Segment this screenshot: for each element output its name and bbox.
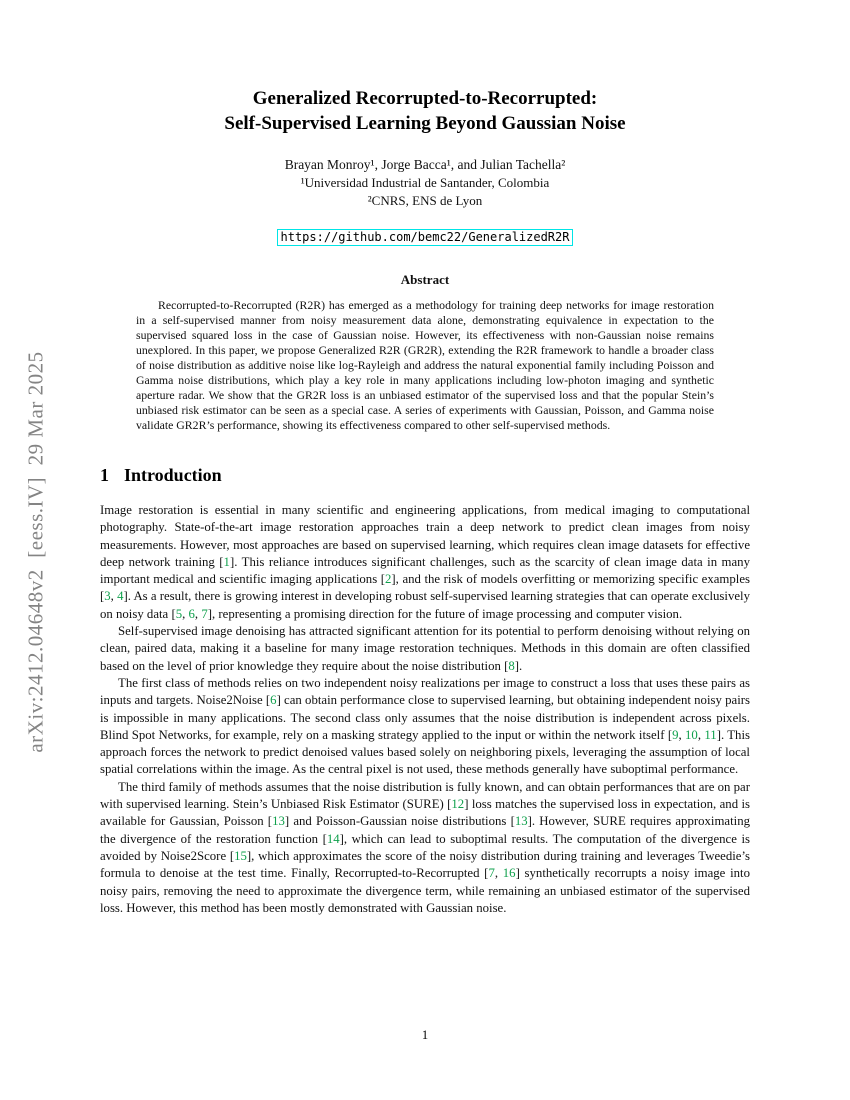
affiliation-2: ²CNRS, ENS de Lyon <box>367 193 483 208</box>
citation-ref[interactable]: 3 <box>104 589 111 604</box>
affiliation-1: ¹Universidad Industrial de Santander, Colombia <box>300 175 550 190</box>
citation-ref[interactable]: 9 <box>672 727 679 742</box>
section-number: 1 <box>100 465 109 485</box>
abstract-body: Recorrupted-to-Recorrupted (R2R) has emerged as a methodology for training deep networks for image restoration in a self-supervised manner from noisy measurement data alone, demonstrating equivalence in expectation to the supervised squared loss in the case of Gaussian noise. However, its effectiveness with non-Gaussian noise remains unexplored. In this paper, we propose Generalized R2R (GR2R), extending the R2R framework to handle a broader class of noise distribution as additive noise like log-Rayleigh and address the natural exponential family including Poisson and Gamma noise distributions, which play a key role in many applications including low-photon imaging and synthetic aperture radar. We show that the GR2R loss is an unbiased estimator of the supervised loss and that the popular Stein’s unbiased risk estimator can be seen as a special case. A series of experiments with Gaussian, Poisson, and Gamma noise validate GR2R’s performance, showing its effectiveness compared to other self-supervised methods. <box>136 298 714 432</box>
repo-link-row <box>100 228 750 246</box>
citation-ref[interactable]: 11 <box>704 727 717 742</box>
authors-line: Brayan Monroy¹, Jorge Bacca¹, and Julian Tachella² <box>284 157 566 172</box>
citation-ref[interactable]: 8 <box>508 658 515 673</box>
citation-ref[interactable]: 14 <box>326 831 340 846</box>
paper-title-line1: Generalized Recorrupted-to-Recorrupted: <box>252 88 598 109</box>
citation-ref[interactable]: 13 <box>272 814 285 829</box>
arxiv-watermark: arXiv:2412.04648v2 [eess.IV] 29 Mar 2025 <box>23 351 48 753</box>
section-heading-introduction <box>100 465 750 486</box>
intro-paragraph-4: The third family of methods assumes that the noise distribution is fully known, and can obtain performances that are on par with supervised learning. Stein’s Unbiased Risk Estimator (SURE) [12] loss matches the supervised loss in expectation, and is available for Gaussian, Poisson [13] and Poisson-Gaussian noise distributions [13]. However, SURE requires approximating the divergence of the restoration function [14], which can lead to suboptimal results. The computation of the divergence is avoided by Noise2Score [15], which approximates the score of the noisy distribution during training and leverages Tweedie’s formula to denoise at the test time. Finally, Recorrupted-to-Recorrupted [7, 16] synthetically recorrupts a noisy image into noisy pairs, removing the need to approximate the divergence term, while remaining an unbiased estimator of the supervised loss. However, this method has been mostly demonstrated with Gaussian noise. <box>100 779 751 915</box>
intro-paragraph-1: Image restoration is essential in many scientific and engineering applications, from medical imaging to computational photography. State-of-the-art image restoration approaches train a deep network to predict clean images from noisy measurements. However, most approaches are based on supervised learning, which requires clean image datasets for effective deep network training [1]. This reliance introduces significant challenges, such as the scarcity of clean image data in many important medical and scientific imaging applications [2], and the risk of models overfitting or memorizing specific examples [3, 4]. As a result, there is growing interest in developing robust self-supervised learning strategies that can operate exclusively on noisy data [5, 6, 7], representing a promising direction for the future of image processing and computer vision. <box>100 503 750 621</box>
citation-ref[interactable]: 1 <box>223 554 230 569</box>
citation-ref[interactable]: 7 <box>201 606 208 621</box>
citation-ref[interactable]: 7 <box>488 866 495 881</box>
intro-paragraph-2: Self-supervised image denoising has attracted significant attention for its potential to perform denoising without relying on clean, paired data, making it a baseline for many image restoration techniques. Methods in this domain are often classified based on the level of prior knowledge they require about the noise distribution [8]. <box>100 624 750 673</box>
citation-ref[interactable]: 5 <box>175 606 183 621</box>
paper-content <box>100 0 750 917</box>
abstract-section <box>100 272 750 433</box>
section-title: Introduction <box>124 465 222 485</box>
page-number: 1 <box>421 1028 429 1042</box>
citation-ref[interactable]: 15 <box>234 848 247 863</box>
citation-ref[interactable]: 6 <box>188 606 195 621</box>
github-repo-link[interactable]: https://github.com/bemc22/GeneralizedR2R <box>277 229 574 246</box>
abstract-heading: Abstract <box>400 272 450 287</box>
paper-title <box>100 86 750 136</box>
citation-ref[interactable]: 10 <box>685 727 698 742</box>
citation-ref[interactable]: 13 <box>514 814 528 829</box>
citation-ref[interactable]: 12 <box>451 797 465 812</box>
citation-ref[interactable]: 16 <box>502 866 516 881</box>
citation-ref[interactable]: 6 <box>270 693 277 708</box>
citation-ref[interactable]: 4 <box>117 589 124 604</box>
citation-ref[interactable]: 2 <box>385 572 392 587</box>
paper-title-line2: Self-Supervised Learning Beyond Gaussian Noise <box>224 113 626 134</box>
intro-paragraph-3: The first class of methods relies on two independent noisy realizations per image to construct a loss that uses these pairs as inputs and targets. Noise2Noise [6] can obtain performance close to supervised learning, but obtaining independent noisy pairs is impossible in many applications. The second class only assumes that the noise distribution is independent across pixels. Blind Spot Networks, for example, rely on a masking strategy applied to the input or within the network itself [9, 10, 11]. This approach forces the network to predict denoised values based solely on neighboring pixels, leveraging the assumption of local spatial correlations within the image. As the central pixel is not used, these methods generally have suboptimal performance. <box>100 675 750 777</box>
